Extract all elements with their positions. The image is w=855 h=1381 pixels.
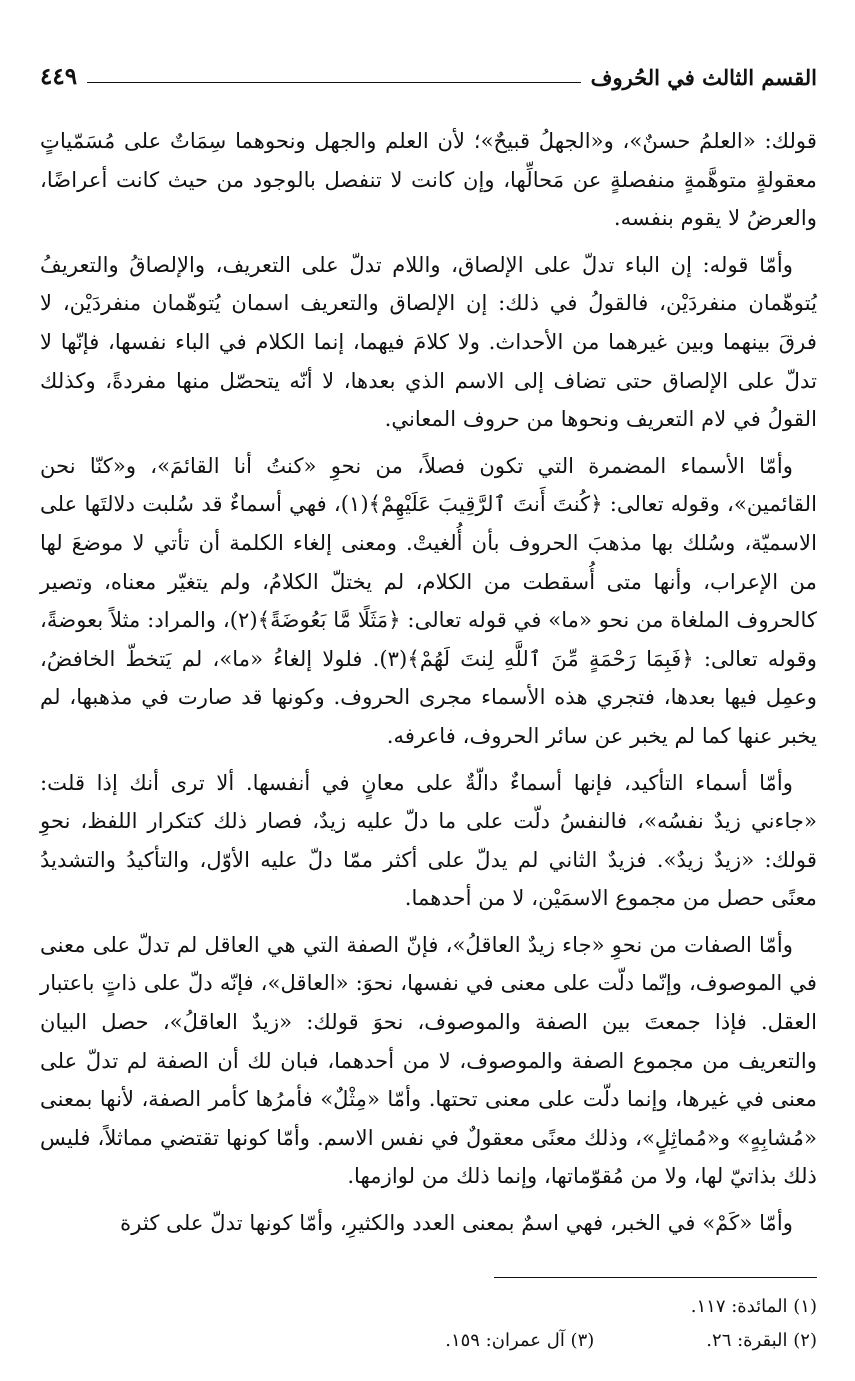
footnote-1: (١) المائدة: ١١٧. <box>690 1295 817 1317</box>
paragraph-4: وأمّا أسماء التأكيد، فإنها أسماءٌ دالّةٌ على معانٍ في أنفسها. ألا ترى أنك إذا قلت: «جاءني زيدٌ نفسُه»، فالنفسُ دلّت على ما دلّ عليه زيدٌ، فصار ذلك كتكرار اللفظ، نحوِ قولك: «زيدٌ زيدٌ». فزيدٌ الثاني لم يدلّ على أكثر ممّا دلّ عليه الأوّل، والتأكيدُ والتشديدُ معنًى حصل من مجموع الاسمَيْن، لا من أحدهما. <box>40 769 817 911</box>
paragraph-3: وأمّا الأسماء المضمرة التي تكون فصلاً، من نحوِ «كنتُ أنا القائمَ»، و«كنّا نحن القائمين»، وقوله تعالى: ﴿كُنتَ أَنتَ ٱلرَّقِيبَ عَلَيْهِمْ﴾(١)، فهي أسماءٌ قد سُلبت دلالتَها على الاسميّة، وسُلك بها مذهبَ الحروف بأن أُلغيتْ. ومعنى إلغاء الكلمة أن تأتي لا موضعَ لها من الإعراب، وأنها متى أُسقطت من الكلام، لم يختلّ الكلامُ، ولم يتغيّر معناه، وتصير كالحروف الملغاة من نحو «ما» في قوله تعالى: ﴿مَثَلًا مَّا بَعُوضَةً﴾(٢)، والمراد: مثلاً بعوضةً، وقوله تعالى: ﴿فَبِمَا رَحْمَةٍ مِّنَ ٱللَّهِ لِنتَ لَهُمْ﴾(٣). فلولا إلغاءُ «ما»، لم يَتخطّ الخافضُ، وعمِل فيها بعدها، فتجري هذه الأسماء مجرى الحروف. وكونها قد صارت في مذهبها، لم يخبر عنها كما لم يخبر عن سائر الحروف، فاعرفه. <box>40 452 817 748</box>
paragraph-5: وأمّا الصفات من نحوِ «جاء زيدٌ العاقلُ»، فإنّ الصفة التي هي العاقل لم تدلّ على معنى في الموصوف، وإنّما دلّت على معنى في نفسها، نحوَ: «العاقل»، فإنّه دلّ على ذاتٍ باعتبار العقل. فإذا جمعتَ بين الصفة والموصوف، نحوَ قولك: «زيدٌ العاقلُ»، حصل البيان والتعريف من مجموع الصفة والموصوف، لا من أحدهما، فبان لك أن الصفة لم تدلّ على معنى في غيرها، وإنما دلّت على معنى تحتها. وأمّا «مِثْلٌ» فأمرُها كأمر الصفة، لأنها بمعنى «مُشابِهٍ» و«مُماثِلٍ»، وذلك معنًى معقولٌ في نفس الاسم. وأمّا كونها تقتضي مماثلاً، فليس ذلك بذاتيّ لها، ولا من مُقوّماتها، وإنما ذلك من لوازمها. <box>40 931 818 1189</box>
page-number: ٤٤٩ <box>40 63 78 90</box>
paragraph-2: وأمّا قوله: إن الباء تدلّ على الإلصاق، واللام تدلّ على التعريف، والإلصاقُ والتعريفُ يُتوهّمان منفردَيْن، فالقولُ في ذلك: إن الإلصاق والتعريف اسمان يُتوهّمان منفردَيْن، لا فرقَ بينهما وبين غيرهما من الأحداث. ولا كلامَ فيهما، إنما الكلام في الباء نفسها، فإنّها لا تدلّ على الإلصاق حتى تضاف إلى الاسم الذي بعدها، لا أنّه يتحصّل منها مفردةً، وكذلك القولُ في لام التعريف ونحوها من حروف المعاني. <box>40 251 817 432</box>
body-text <box>40 122 817 1243</box>
paragraph-1: قولك: «العلمُ حسنٌ»، و«الجهلُ قبيحٌ»؛ لأن العلم والجهل ونحوهما سِمَاتٌ على مُسَمّياتٍ معقولةٍ متوهَّمةٍ منفصلةٍ عن مَحالِّها، وإن كانت لا تنفصل بالوجود من حيث كانت أعراضًا، والعرضُ لا يقوم بنفسه. <box>40 128 817 231</box>
footnotes <box>40 1290 817 1358</box>
page-header <box>40 56 817 90</box>
footnote-2: (٢) البقرة: ٢٦. <box>706 1329 817 1351</box>
footnote-row <box>40 1290 817 1324</box>
footnote-row <box>40 1324 817 1358</box>
footnote-3: (٣) آل عمران: ١٥٩. <box>445 1329 595 1351</box>
paragraph-6: وأمّا «كَمْ» في الخبر، فهي اسمٌ بمعنى العدد والكثيرِ، وأمّا كونها تدلّ على كثرة <box>120 1210 793 1236</box>
header-rule <box>87 82 581 83</box>
running-title: القسم الثالث في الحُروف <box>590 65 817 90</box>
footnote-separator <box>494 1277 817 1278</box>
